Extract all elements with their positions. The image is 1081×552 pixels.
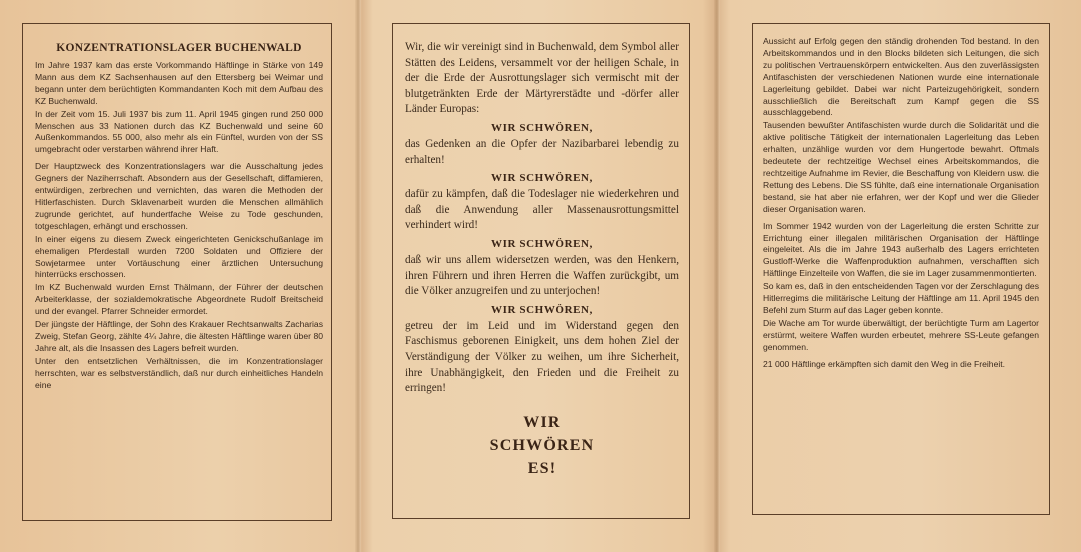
oath-text: das Gedenken an die Opfer der Nazibarbarei lebendig zu erhalten! xyxy=(405,137,679,166)
paragraph: In einer eigens zu diesem Zweck eingerichteten Genickschußanlage im ehemaligen Pferdestall wurden 7200 Soldaten und Offiziere der Sowjetarmee unter Vortäuschung einer ärztlichen Untersuchung hinterrücks erschossen. xyxy=(35,233,323,280)
paragraph: Im Jahre 1937 kam das erste Vorkommando Häftlinge in Stärke von 149 Mann aus dem KZ Sachsenhausen auf den Ettersberg bei Weimar und begann unter dem berüchtigten Kommandanten Koch mit dem Aufbau des KZ Buchenwald. xyxy=(35,60,323,106)
oath-text: getreu der im Leid und im Widerstand gegen den Faschismus geborenen Einigkeit, uns dem hohen Ziel der Verständigung der Völker zu weihen, um ihre Sicherheit, ihre Unabhängigkeit, den Frieden und die Freiheit zu erringen! xyxy=(405,319,679,395)
paragraph: Tausenden bewußter Antifaschisten wurde durch die Solidarität und die aktive politische Tätigkeit der internationalen Lagerleitung das Leben erhalten, unzählige wurden vor dem Hungertode bewahrt. Oftmals bedeutete der rechtzeitige Wechsel eines Arbeitskommandos, die rechtzeitige Aufnahme im Revier, die Beschaffung von Kleidern usw. die Rettung des Lebens. Die SS fühlte, daß eine internationale Organisation bestand, sie hat aber nie erfahren, wer der Kopf und wer die Glieder dieser Organisation waren. xyxy=(763,120,1039,214)
panel-history-right xyxy=(752,23,1050,515)
oath-intro: Wir, die wir vereinigt sind in Buchenwald, dem Symbol aller Stätten des Leidens, versammelt vor der heiligen Schale, in der die Erde der Ausrottungslager sich vermischt mit der blutgetränkten Erde der Märtyrerstädte und -dörfer aller Länder Europas: xyxy=(405,41,679,116)
paragraph: Unter den entsetzlichen Verhältnissen, die im Konzentrationslager herrschten, war es selbstverständlich, daß nur durch einheitliches Handeln eine xyxy=(35,355,323,390)
paragraph: Die Wache am Tor wurde überwältigt, der berüchtigte Turm am Lagertor erstürmt, weitere Waffen wurden erbeutet, mehrere SS-Leute gefangen genommen. xyxy=(763,317,1039,352)
paragraph: 21 000 Häftlinge erkämpften sich damit den Weg in die Freiheit. xyxy=(763,358,1006,369)
final-oath xyxy=(405,411,679,480)
final-line: WIR xyxy=(523,413,561,431)
paragraph: So kam es, daß in den entscheidenden Tagen vor der Zerschlagung des Hitlerregims die militärische Leitung der Häftlinge am 11. April 1945 den Befehl zum Sturm auf das Lager geben konnte. xyxy=(763,281,1039,315)
oath-heading: WIR SCHWÖREN, xyxy=(491,237,593,250)
paragraph: In der Zeit vom 15. Juli 1937 bis zum 11. April 1945 gingen rund 250 000 Menschen aus 33 Nationen durch das KZ Buchenwald und seine 60 Außenkommandos. 55 000, also mehr als ein Fünftel, wurden von der SS umgebracht oder verstarben während ihrer Haft. xyxy=(35,108,323,155)
oath-heading: WIR SCHWÖREN, xyxy=(491,172,593,185)
final-line: ES! xyxy=(527,459,557,477)
panel-oath-center xyxy=(392,23,690,519)
panel-title: KONZENTRATIONSLAGER BUCHENWALD xyxy=(56,42,302,54)
paragraph: Der jüngste der Häftlinge, der Sohn des Krakauer Rechtsanwalts Zacharias Zweig, Stefan Georg, zählte 4¼ Jahre, die ältesten Häftlinge waren über 80 Jahre alt, als die Insassen des Lagers befreit wurden. xyxy=(35,319,323,353)
oath-heading: WIR SCHWÖREN, xyxy=(491,303,593,316)
oath-text: dafür zu kämpfen, daß die Todeslager nie wiederkehren und daß die Anwendung aller Massenausrottungsmittel verhindert wird! xyxy=(405,188,679,232)
oath-text: daß wir uns allem widersetzen werden, was den Henkern, ihren Führern und ihren Herren die Waffen zurückgibt, um die Völker anzugreifen und zu unterjochen! xyxy=(405,253,679,298)
paragraph: Im Sommer 1942 wurden von der Lagerleitung die ersten Schritte zur Errichtung einer illegalen militärischen Organisation der Häftlinge eingeleitet. Als die im Jahre 1943 außerhalb des Lagers errichteten Gustloff-Werke die Waffenproduktion aufnahmen, verschafften sich Häftlinge Einzelteile von Waffen, die sie im Lager zusammenmontierten. xyxy=(763,220,1039,279)
oath-heading: WIR SCHWÖREN, xyxy=(491,121,593,134)
final-line: SCHWÖREN xyxy=(489,436,595,454)
fold-line-left xyxy=(355,0,361,552)
paragraph: Im KZ Buchenwald wurden Ernst Thälmann, der Führer der deutschen Arbeiterklasse, der sozialdemokratische Abgeordnete Rudolf Breitscheid und der evangel. Pfarrer Schneider ermordet. xyxy=(35,282,323,317)
fold-line-right xyxy=(714,0,720,552)
panel-history-left xyxy=(22,23,332,521)
paragraph: Aussicht auf Erfolg gegen den ständig drohenden Tod bestand. In den Arbeitskommandos und in den Blocks bildeten sich Leitungen, die sich zu politischen Vertrauenskörpern entwickelten. Aus den zuverlässigsten Antifaschisten der verschiedenen Nationen wurde eine internationale Lagerleitung gebildet. Dabei war nicht Parteizugehörigkeit, sondern ausschließlich die Bereitschaft zum Kampf gegen die SS ausschlaggebend. xyxy=(763,36,1039,118)
paragraph: Der Hauptzweck des Konzentrationslagers war die Ausschaltung jedes Gegners der Naziherrschaft. Absondern aus der Gesellschaft, diffamieren, entwürdigen, zerbrechen und vernichten, das waren die Methoden der Hitlerfaschisten. Durch Sklavenarbeit wurden die Menschen allmählich zugrunde gerichtet, auf hundertfache Weise zu Tode geschunden, totgeschlagen, erhängt und erschossen. xyxy=(35,161,323,231)
